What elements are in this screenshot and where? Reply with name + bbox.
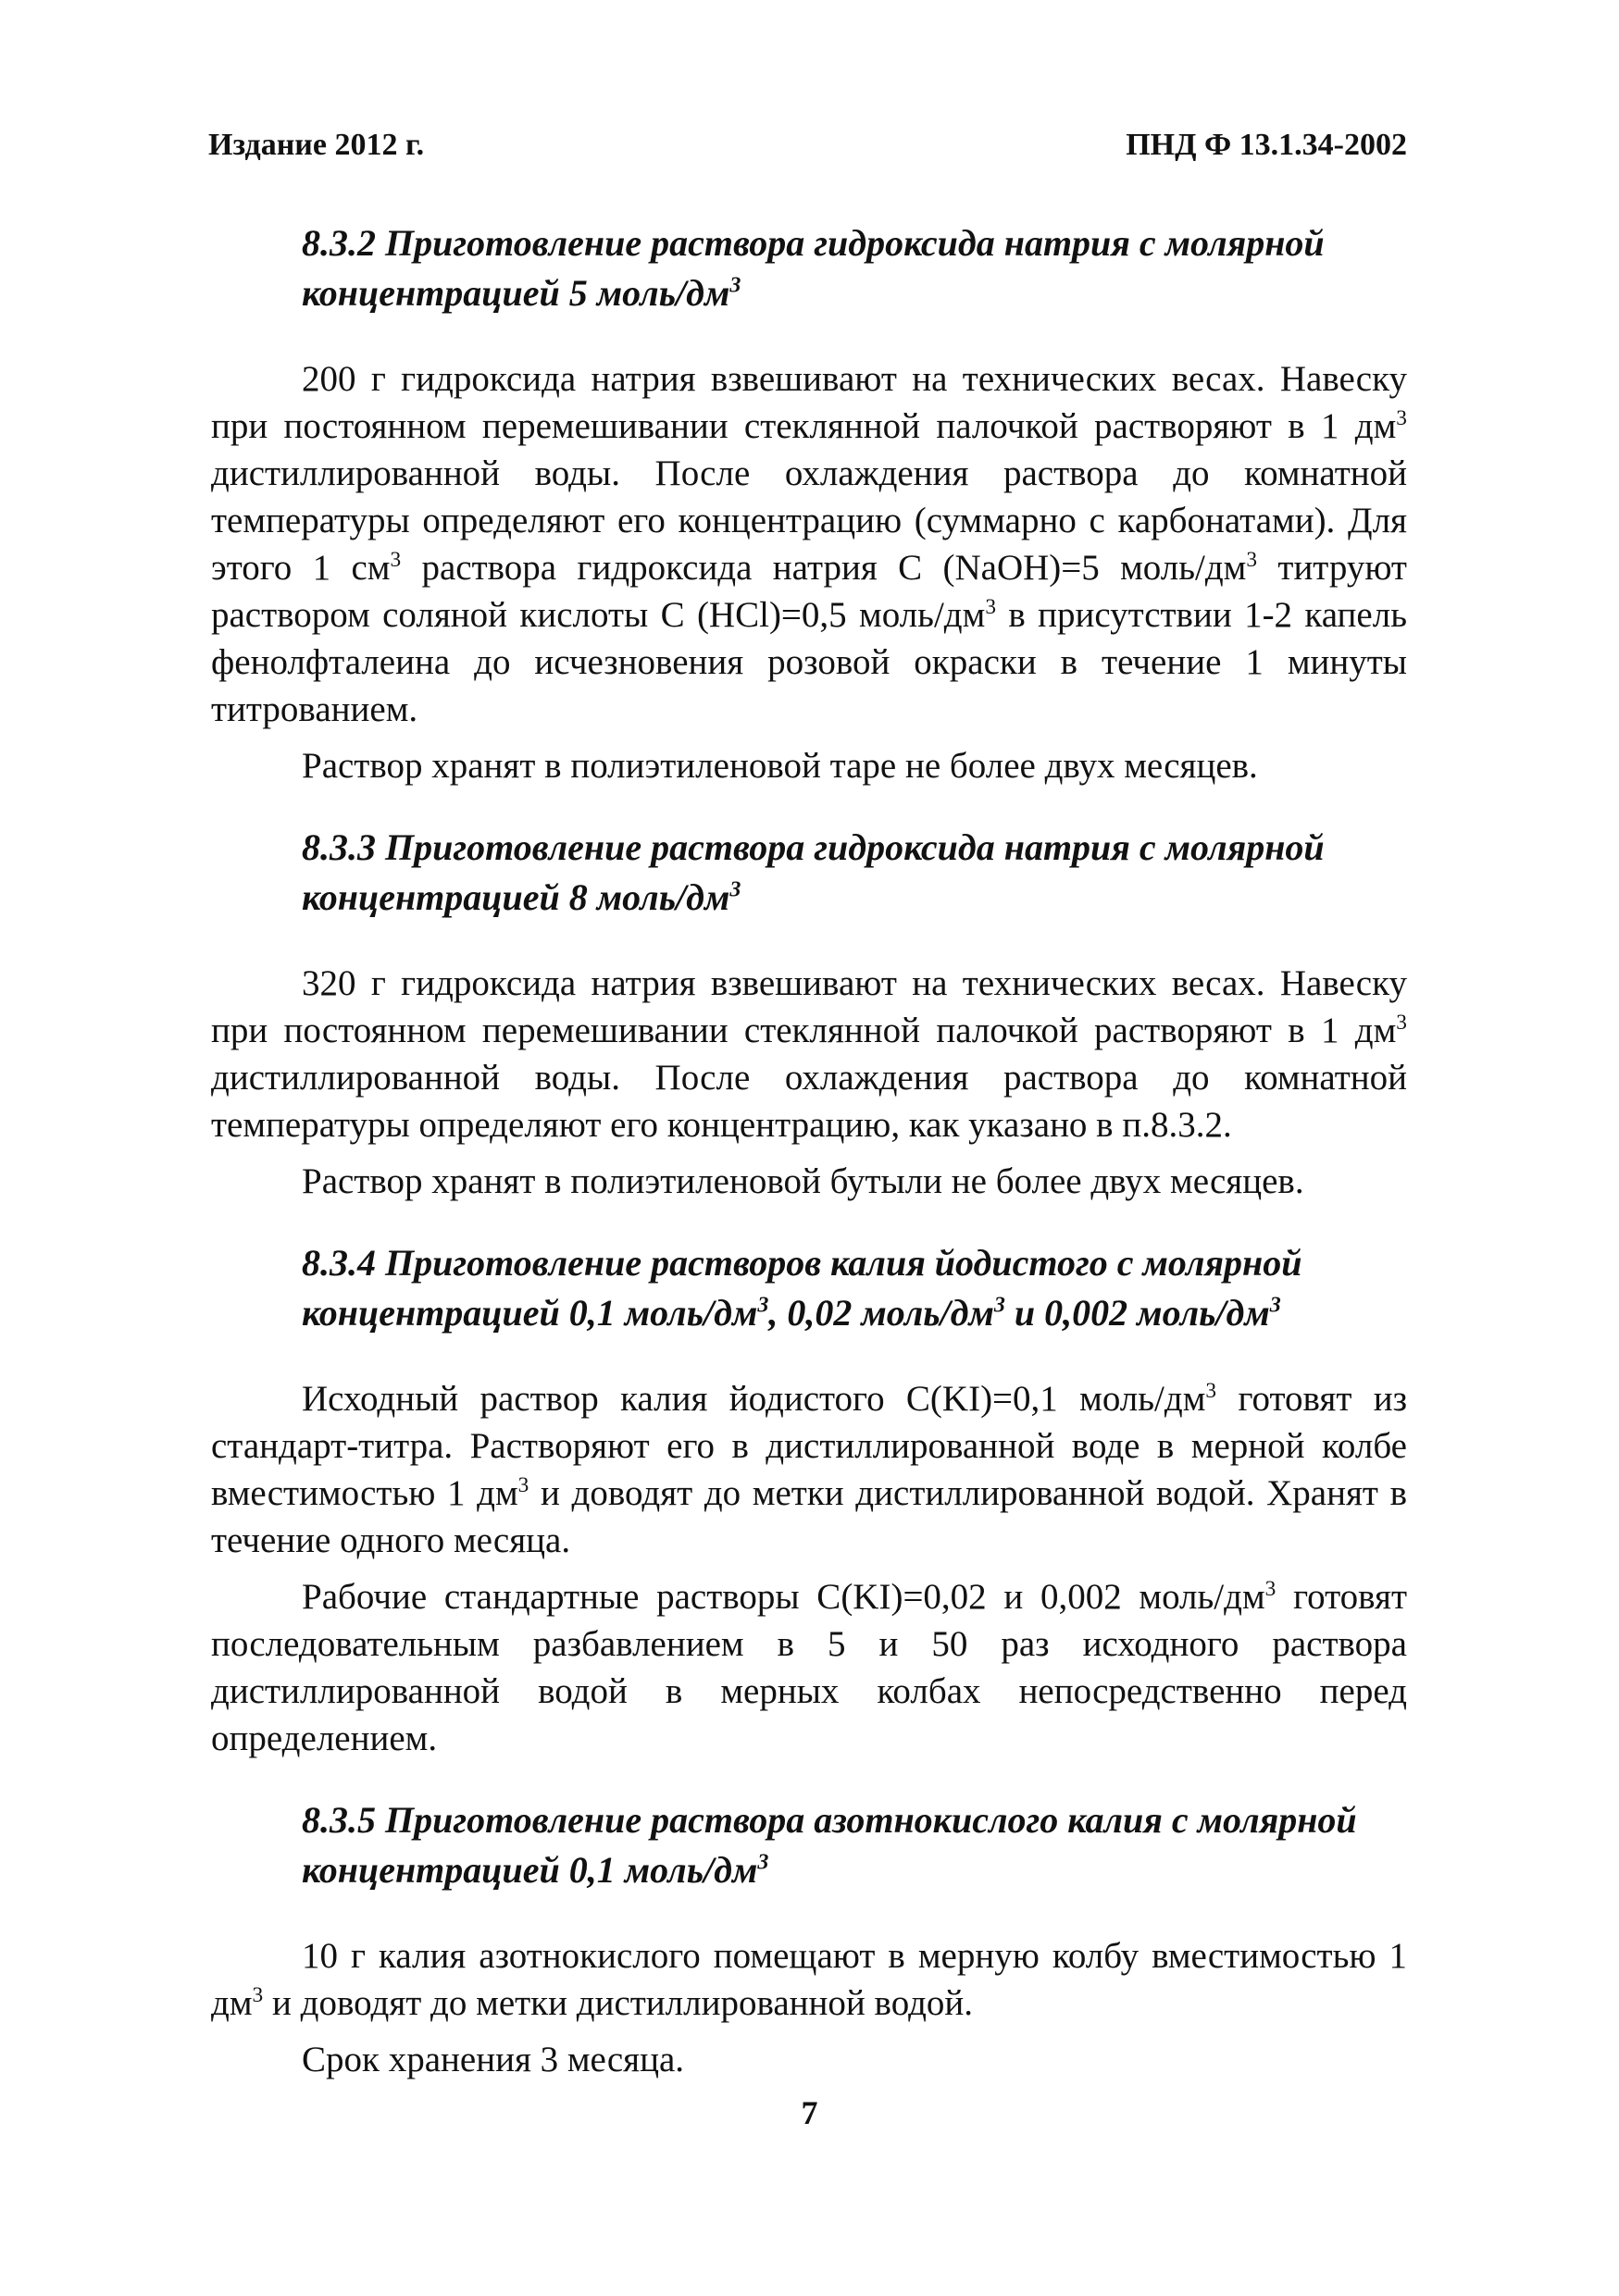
paragraph-8-3-2-storage: Раствор хранят в полиэтиленовой таре не более двух месяцев.: [302, 746, 1258, 786]
paragraph-8-3-5-storage: Срок хранения 3 месяца.: [302, 2040, 685, 2079]
paragraph-8-3-3-storage: Раствор хранят в полиэтиленовой бутыли не более двух месяцев.: [302, 1161, 1304, 1201]
paragraph-8-3-3-procedure: 320 г гидроксида натрия взвешивают на технических весах. Навеску при постоянном перемешивании стеклянной палочкой растворяют в 1 $дм^3$ дистиллированной воды. После охлаждения раствора до комнатной температуры определяют его концентрацию, как указано в п.8.3.2.: [211, 963, 1407, 1145]
page-number: 7: [801, 2094, 818, 2131]
edition-label: Издание 2012 г.: [208, 128, 425, 162]
section-heading-8-3-2: 8.3.2 Приготовление раствора гидроксида натрия с молярной концентрацией 5 моль/$дм^3$: [302, 222, 1325, 314]
section-heading-8-3-3: 8.3.3 Приготовление раствора гидроксида натрия с молярной концентрацией 8 моль/$дм^3$: [302, 826, 1325, 918]
paragraph-8-3-5-procedure: 10 г калия азотнокислого помещают в мерную колбу вместимостью 1 $дм^3$ и доводят до метки дистиллированной водой.: [211, 1936, 1407, 2023]
paragraph-8-3-4-stock-solution: Исходный раствор калия йодистого С(KI)=0,1 моль/$дм^3$ готовят из стандарт-титра. Растворяют его в дистиллированной воде в мерной колбе вместимостью 1 $дм^3$ и доводят до метки дистиллированной водой. Хранят в течение одного месяца.: [211, 1379, 1408, 1560]
page-header: [208, 128, 1407, 174]
section-heading-8-3-5: 8.3.5 Приготовление раствора азотнокислого калия с молярной концентрацией 0,1 моль/$дм^3$: [302, 1799, 1357, 1891]
document-body: [211, 218, 1407, 2083]
section-heading-8-3-4: 8.3.4 Приготовление растворов калия йодистого с молярной концентрацией 0,1 моль/$дм^3$, 0,02 моль/$дм^3$ и 0,002 моль/$дм^3$: [302, 1242, 1302, 1334]
paragraph-8-3-2-procedure: 200 г гидроксида натрия взвешивают на технических весах. Навеску при постоянном перемешивании стеклянной палочкой растворяют в 1 $дм^3$ дистиллированной воды. После охлаждения раствора до комнатной температуры определяют его концентрацию (суммарно с карбонатами). Для этого 1 $см^3$ раствора гидроксида натрия С (NaOH)=5 моль/$дм^3$ титруют раствором соляной кислоты С (HCl)=0,5 моль/$дм^3$ в присутствии 1-2 капель фенолфталеина до исчезновения розовой окраски в течение 1 минуты титрованием.: [211, 359, 1407, 729]
document-code: ПНД Ф 13.1.34-2002: [1126, 128, 1407, 162]
paragraph-8-3-4-working-solutions: Рабочие стандартные растворы С(KI)=0,02 и 0,002 моль/$дм^3$ готовят последовательным разбавлением в 5 и 50 раз исходного раствора дистиллированной водой в мерных колбах непосредственно перед определением.: [211, 1577, 1407, 1758]
